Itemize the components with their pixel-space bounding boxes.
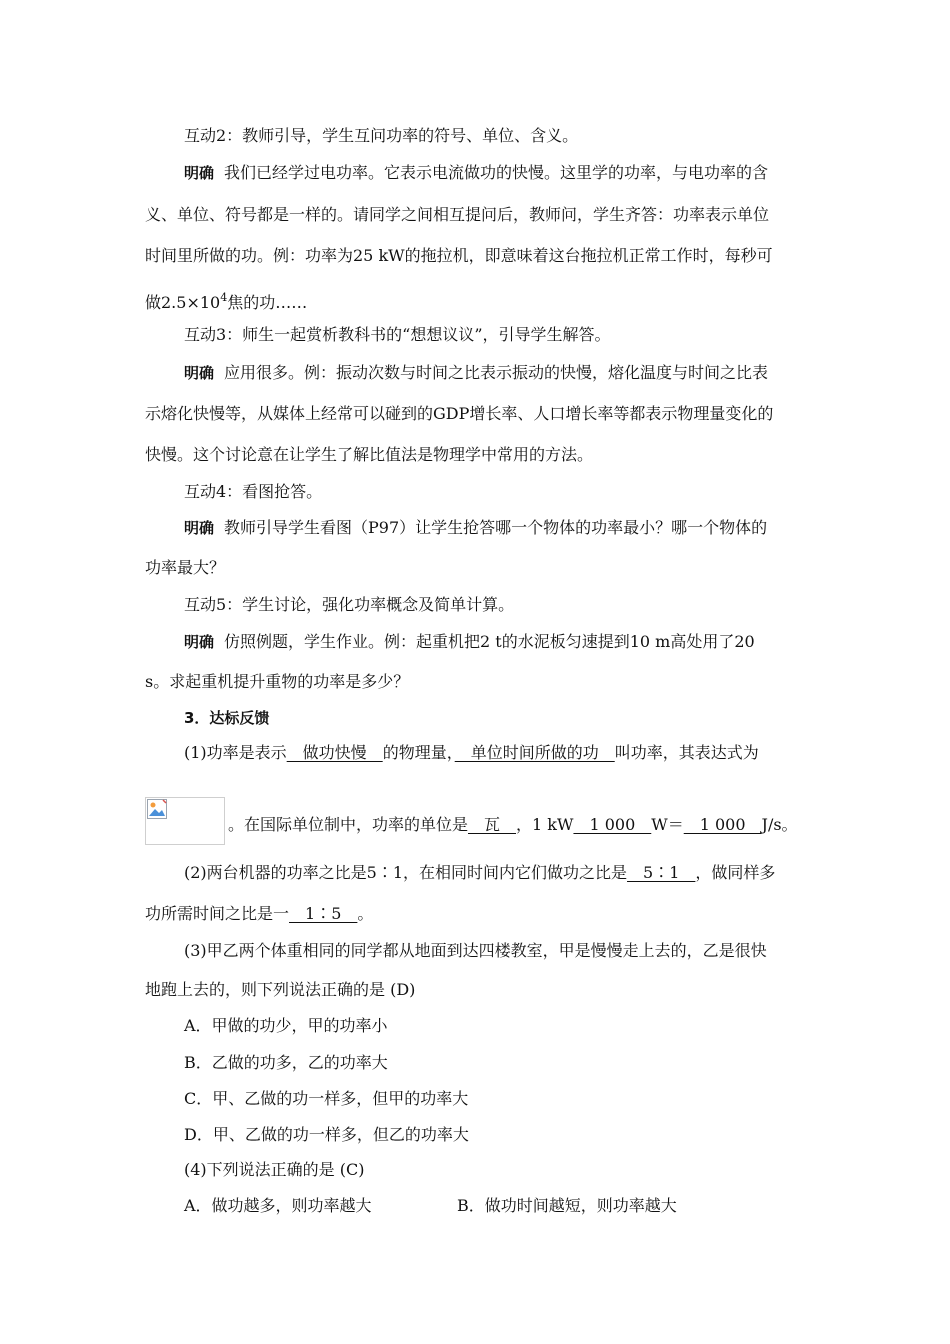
q3-option-c: C．甲、乙做的功一样多，但甲的功率大 <box>184 1089 469 1108</box>
label-mingque: 明确 <box>184 364 215 382</box>
p6-line2: 功率最大？ <box>145 558 226 577</box>
label-mingque: 明确 <box>184 633 215 651</box>
p2-line2: 义、单位、符号都是一样的。请同学之间相互提问后，教师问，学生齐答：功率表示单位 <box>145 205 770 224</box>
p2-l4-pre: 做2.5×10 <box>145 293 221 312</box>
q4-option-a: A．做功越多，则功率越大 <box>184 1196 372 1215</box>
q4-option-b: B．做功时间越短，则功率越大 <box>457 1196 677 1215</box>
p5: 互动4：看图抢答。 <box>184 482 323 501</box>
q1-answer1: 做功快慢 <box>286 743 383 762</box>
q4-line1: (4)下列说法正确的是 (C) <box>184 1160 365 1179</box>
q1-pre: (1)功率是表示 <box>184 743 287 762</box>
q3-option-d: D．甲、乙做的功一样多，但乙的功率大 <box>184 1125 469 1144</box>
p1: 互动2：教师引导，学生互问功率的符号、单位、含义。 <box>184 126 579 145</box>
q3-option-b: B．乙做的功多，乙的功率大 <box>184 1053 388 1072</box>
p2-l4-post: 焦的功…… <box>227 293 308 312</box>
p6-line1 <box>184 517 767 539</box>
section-heading: 3．达标反馈 <box>184 709 270 727</box>
q2-post: ，做同样多 <box>695 863 776 882</box>
q2-line1 <box>184 862 775 884</box>
p6-text1: 教师引导学生看图（P97）让学生抢答哪一个物体的功率最小？哪一个物体的 <box>224 518 768 537</box>
p7: 互动5：学生讨论，强化功率概念及简单计算。 <box>184 595 515 614</box>
q3-option-a: A．甲做的功少，甲的功率小 <box>184 1016 388 1035</box>
formula-image-placeholder <box>145 797 225 845</box>
q1-l2-d: J/s。 <box>761 815 798 834</box>
q1-answer3: 瓦 <box>468 815 517 834</box>
q1-mid: 的物理量， <box>382 743 455 762</box>
p8-line1 <box>184 631 755 653</box>
p4-line3: 快慢。这个讨论意在让学生了解比值法是物理学中常用的方法。 <box>145 445 594 464</box>
p8-text1: 仿照例题，学生作业。例：起重机把2 t的水泥板匀速提到10 m高处用了20 <box>224 632 755 651</box>
q3-line1: (3)甲乙两个体重相同的同学都从地面到达四楼教室，甲是慢慢走上去的，乙是很快 <box>184 941 767 960</box>
q2-l2-pre: 功所需时间之比是一 <box>145 904 290 923</box>
q2-answer2: 1∶5 <box>289 904 358 923</box>
q2-line2 <box>145 903 373 925</box>
broken-image-icon <box>147 799 167 819</box>
p2-line3: 时间里所做的功。例：功率为25 kW的拖拉机，即意味着这台拖拉机正常工作时，每秒可 <box>145 246 773 265</box>
q1-line2 <box>228 814 798 836</box>
q1-post: 叫功率，其表达式为 <box>614 743 759 762</box>
label-mingque: 明确 <box>184 519 215 537</box>
q1-l2-b: ，1 kW <box>516 815 574 834</box>
q1-l2-c: W＝ <box>651 815 684 834</box>
q1-l2-a: 。在国际单位制中，功率的单位是 <box>228 815 469 834</box>
q3-line2: 地跑上去的，则下列说法正确的是 (D) <box>145 980 416 999</box>
p8-line2: s。求起重机提升重物的功率是多少？ <box>145 672 410 691</box>
p4-text1: 应用很多。例：振动次数与时间之比表示振动的快慢，熔化温度与时间之比表 <box>224 363 769 382</box>
q2-l2-post: 。 <box>357 904 374 923</box>
p4-line2: 示熔化快慢等，从媒体上经常可以碰到的GDP增长率、人口增长率等都表示物理量变化的 <box>145 404 774 423</box>
q2-answer1: 5∶1 <box>627 863 696 882</box>
p2-line1 <box>184 162 768 184</box>
q1-answer5: 1 000 <box>683 815 762 834</box>
q1-answer4: 1 000 <box>573 815 652 834</box>
p2-l4-sup: 4 <box>220 291 228 304</box>
q2-pre: (2)两台机器的功率之比是5∶1，在相同时间内它们做功之比是 <box>184 863 628 882</box>
p2-text1: 我们已经学过电功率。它表示电流做功的快慢。这里学的功率，与电功率的含 <box>224 163 769 182</box>
p4-line1 <box>184 362 768 384</box>
p2-line4 <box>145 287 307 314</box>
q1-answer2: 单位时间所做的功 <box>454 743 615 762</box>
q1-line1 <box>184 742 759 764</box>
p3: 互动3：师生一起赏析教科书的“想想议议”，引导学生解答。 <box>184 325 611 344</box>
label-mingque: 明确 <box>184 164 215 182</box>
